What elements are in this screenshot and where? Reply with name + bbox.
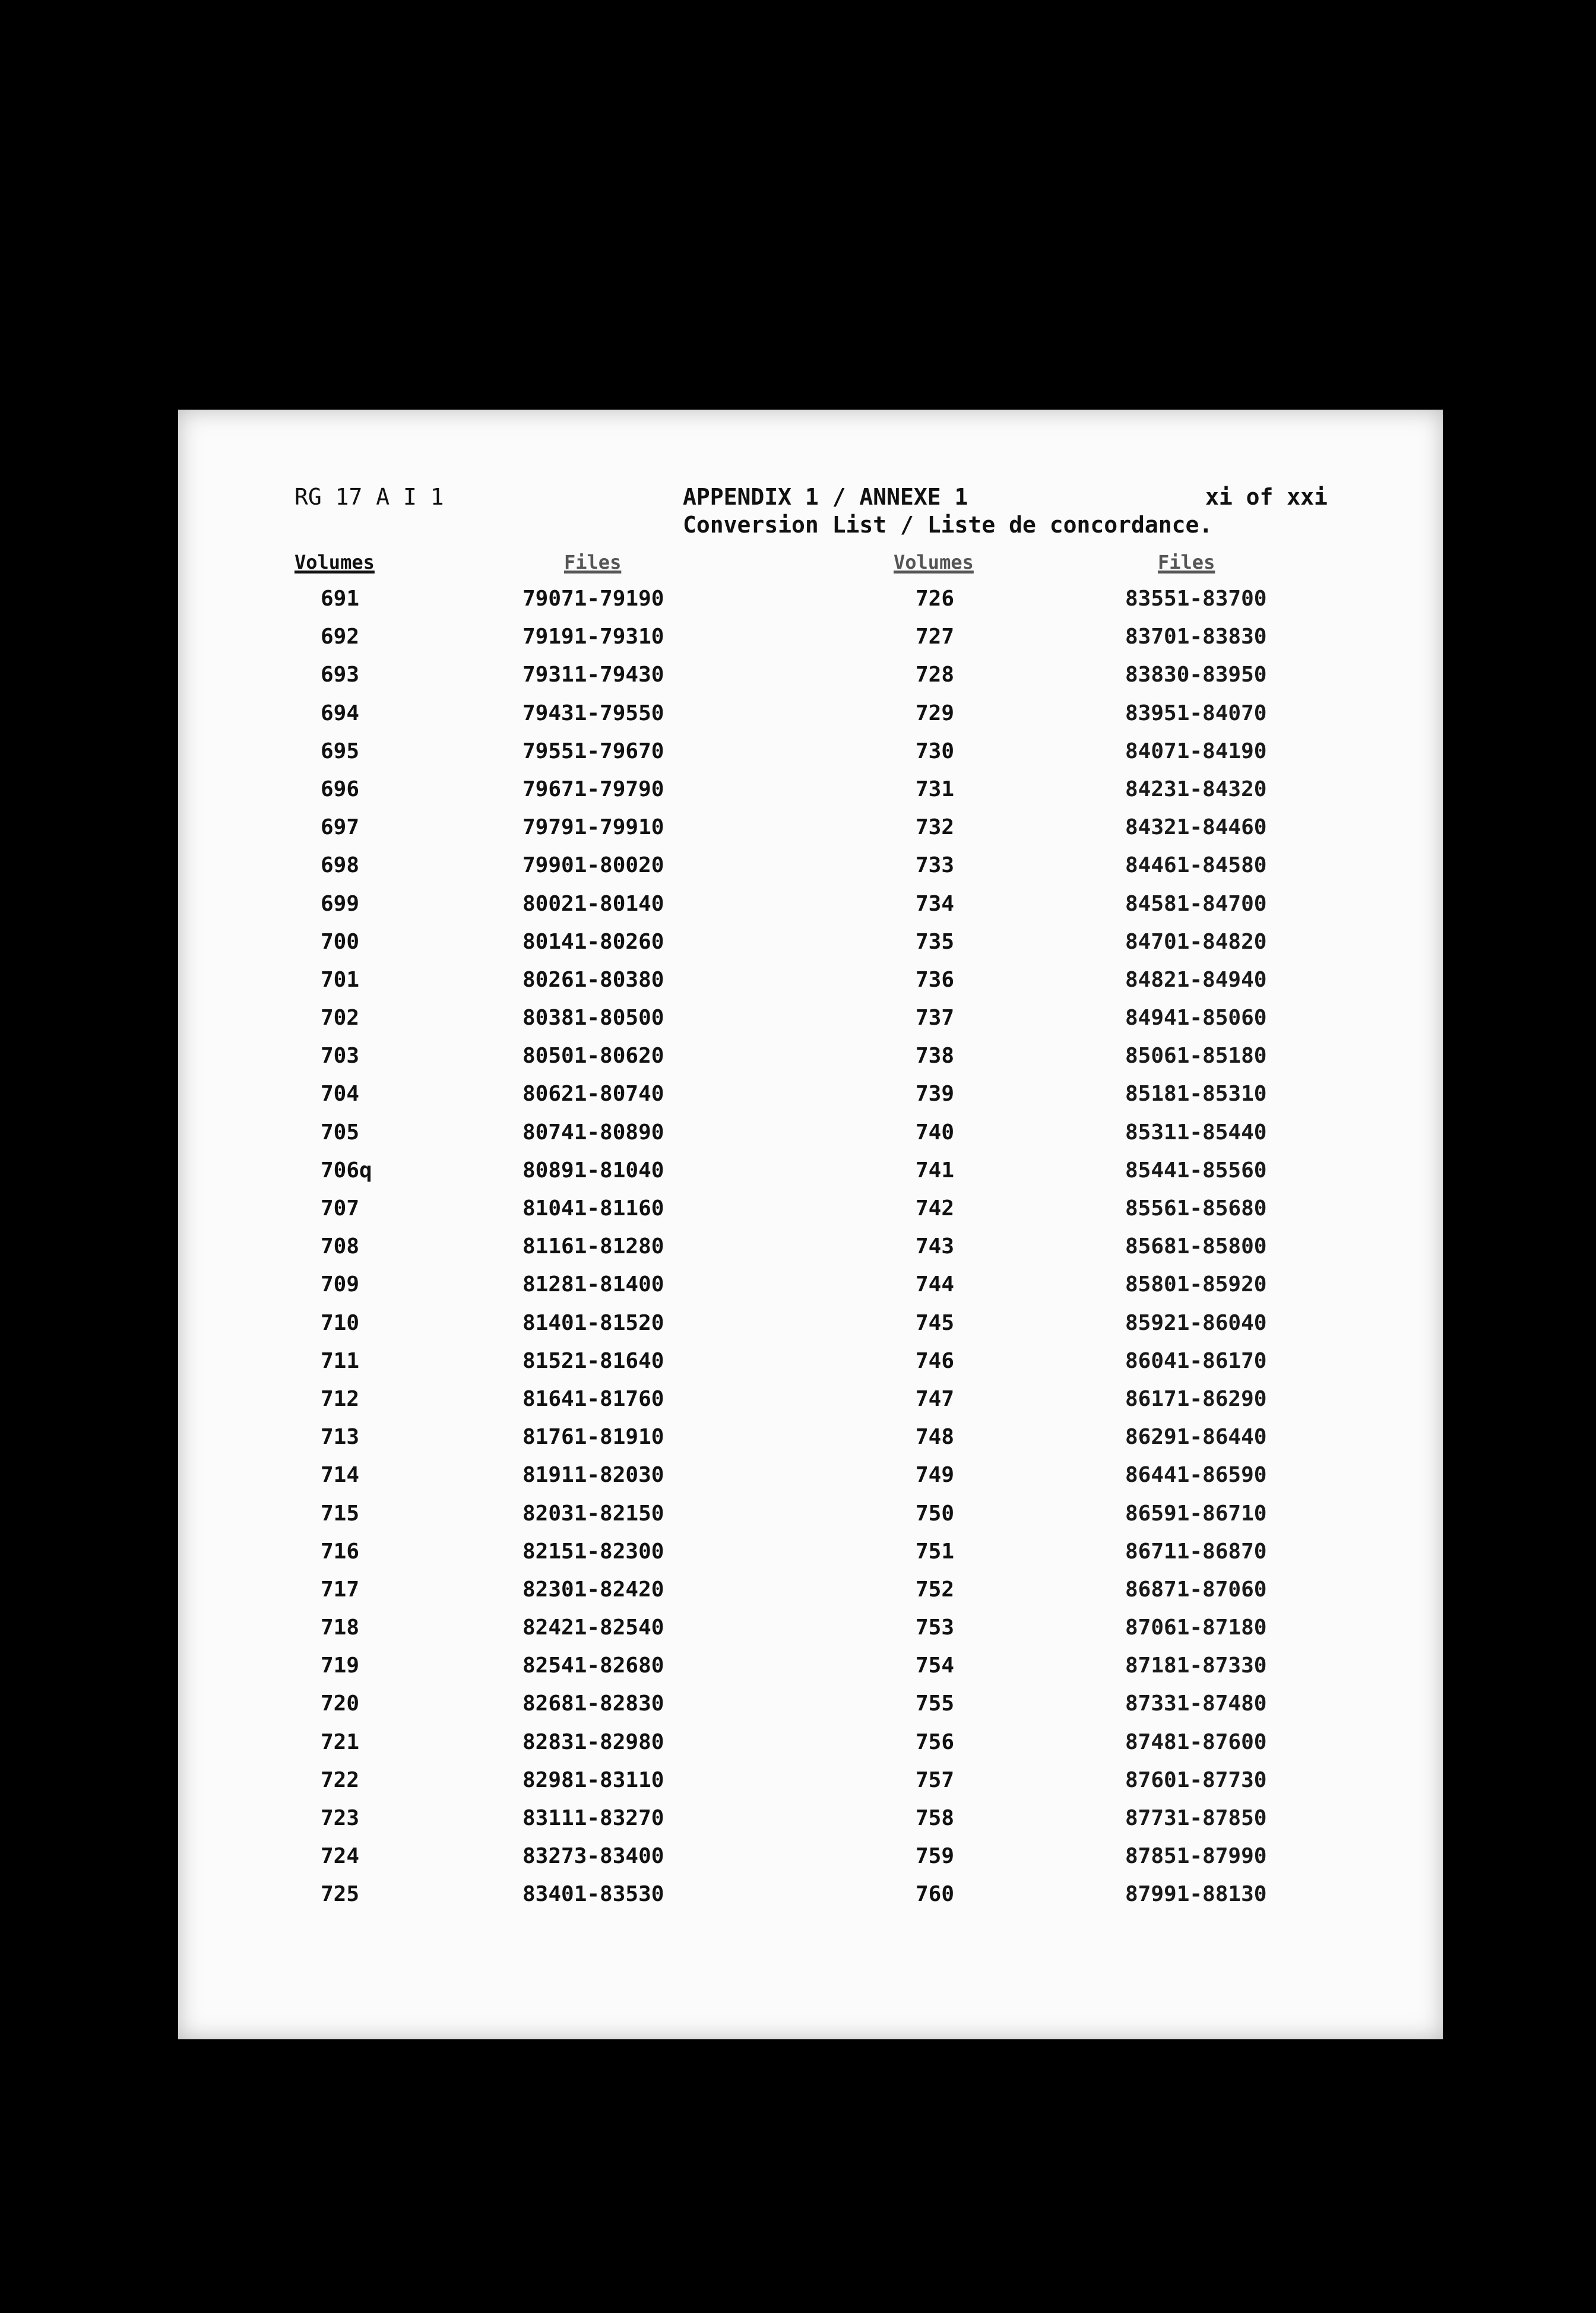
- files-cell-right: 85561-85680: [1125, 1196, 1267, 1221]
- files-cell-right: 87731-87850: [1125, 1806, 1267, 1830]
- volume-cell: 705: [321, 1120, 360, 1145]
- volume-cell-right: 747: [916, 1386, 955, 1411]
- files-cell: 81521-81640: [522, 1348, 664, 1373]
- files-cell-right: 85681-85800: [1125, 1234, 1267, 1259]
- appendix-subtitle: Conversion List / Liste de concordance.: [683, 512, 1213, 538]
- files-cell: 80891-81040: [522, 1158, 664, 1183]
- volume-cell-right: 750: [916, 1501, 955, 1526]
- files-cell-right: 84071-84190: [1125, 739, 1267, 763]
- table-row: [178, 1501, 1443, 1539]
- volume-cell-right: 759: [916, 1844, 955, 1869]
- volume-cell: 696: [321, 777, 360, 801]
- table-row: [178, 1349, 1443, 1387]
- volume-cell-right: 737: [916, 1006, 955, 1031]
- volume-cell: 706q: [321, 1158, 372, 1183]
- volume-cell-right: 727: [916, 625, 955, 649]
- volume-cell-right: 754: [916, 1653, 955, 1678]
- table-row: [178, 1006, 1443, 1044]
- files-cell: 79551-79670: [522, 739, 664, 763]
- files-cell: 82541-82680: [522, 1653, 664, 1678]
- files-cell-right: 84461-84580: [1125, 853, 1267, 878]
- files-cell: 82981-83110: [522, 1767, 664, 1792]
- document-page: [178, 410, 1443, 2039]
- table-row: [178, 1539, 1443, 1577]
- volume-cell-right: 740: [916, 1120, 955, 1145]
- table-row: [178, 853, 1443, 891]
- volume-cell-right: 730: [916, 739, 955, 763]
- volume-cell: 697: [321, 815, 360, 840]
- files-cell: 79901-80020: [522, 853, 664, 878]
- table-row: [178, 1882, 1443, 1920]
- volume-cell: 702: [321, 1006, 360, 1031]
- volume-cell: 721: [321, 1729, 360, 1754]
- volume-cell-right: 745: [916, 1310, 955, 1335]
- files-cell: 81041-81160: [522, 1196, 664, 1221]
- table-row: [178, 663, 1443, 701]
- files-cell-right: 85441-85560: [1125, 1158, 1267, 1183]
- page-number: xi of xxi: [1205, 484, 1328, 510]
- column-header-volumes-right: Volumes: [894, 551, 974, 574]
- volume-cell-right: 729: [916, 701, 955, 725]
- files-cell: 82031-82150: [522, 1501, 664, 1526]
- files-cell: 79311-79430: [522, 663, 664, 687]
- files-cell-right: 87331-87480: [1125, 1691, 1267, 1716]
- volume-cell: 704: [321, 1082, 360, 1107]
- files-cell: 79071-79190: [522, 587, 664, 611]
- files-cell-right: 86041-86170: [1125, 1348, 1267, 1373]
- table-row: [178, 1653, 1443, 1691]
- volume-cell-right: 734: [916, 891, 955, 916]
- table-row: [178, 739, 1443, 777]
- volume-cell: 694: [321, 701, 360, 725]
- volume-cell-right: 731: [916, 777, 955, 801]
- conversion-table: [178, 587, 1443, 1921]
- table-row: [178, 815, 1443, 853]
- volume-cell: 719: [321, 1653, 360, 1678]
- volume-cell-right: 756: [916, 1729, 955, 1754]
- volume-cell-right: 732: [916, 815, 955, 840]
- files-cell: 82831-82980: [522, 1729, 664, 1754]
- table-row: [178, 701, 1443, 739]
- table-row: [178, 1272, 1443, 1310]
- volume-cell-right: 741: [916, 1158, 955, 1183]
- files-cell: 80621-80740: [522, 1082, 664, 1107]
- table-row: [178, 1615, 1443, 1653]
- table-row: [178, 1387, 1443, 1425]
- table-row: [178, 587, 1443, 625]
- volume-cell: 722: [321, 1767, 360, 1792]
- volume-cell: 724: [321, 1844, 360, 1869]
- volume-cell: 717: [321, 1577, 360, 1602]
- files-cell-right: 86171-86290: [1125, 1386, 1267, 1411]
- table-row: [178, 1844, 1443, 1882]
- volume-cell: 725: [321, 1882, 360, 1907]
- volume-cell-right: 728: [916, 663, 955, 687]
- files-cell: 82151-82300: [522, 1539, 664, 1564]
- volume-cell: 714: [321, 1463, 360, 1488]
- files-cell-right: 83951-84070: [1125, 701, 1267, 725]
- volume-cell: 716: [321, 1539, 360, 1564]
- table-row: [178, 1082, 1443, 1120]
- volume-cell-right: 726: [916, 587, 955, 611]
- volume-cell-right: 735: [916, 929, 955, 954]
- volume-cell-right: 753: [916, 1615, 955, 1640]
- files-cell: 81761-81910: [522, 1425, 664, 1450]
- table-row: [178, 968, 1443, 1006]
- files-cell-right: 83830-83950: [1125, 663, 1267, 687]
- table-row: [178, 1768, 1443, 1806]
- table-row: [178, 1158, 1443, 1196]
- files-cell-right: 83701-83830: [1125, 625, 1267, 649]
- files-cell-right: 87061-87180: [1125, 1615, 1267, 1640]
- volume-cell-right: 736: [916, 967, 955, 992]
- volume-cell: 718: [321, 1615, 360, 1640]
- table-row: [178, 1806, 1443, 1844]
- volume-cell: 692: [321, 625, 360, 649]
- volume-cell: 713: [321, 1425, 360, 1450]
- table-row: [178, 777, 1443, 815]
- table-row: [178, 892, 1443, 930]
- volume-cell: 712: [321, 1386, 360, 1411]
- files-cell: 81641-81760: [522, 1386, 664, 1411]
- files-cell-right: 87481-87600: [1125, 1729, 1267, 1754]
- files-cell: 83401-83530: [522, 1882, 664, 1907]
- files-cell-right: 86591-86710: [1125, 1501, 1267, 1526]
- volume-cell: 691: [321, 587, 360, 611]
- table-row: [178, 930, 1443, 968]
- volume-cell: 709: [321, 1272, 360, 1297]
- volume-cell-right: 757: [916, 1767, 955, 1792]
- table-row: [178, 1311, 1443, 1349]
- files-cell-right: 84701-84820: [1125, 929, 1267, 954]
- files-cell: 81281-81400: [522, 1272, 664, 1297]
- files-cell-right: 87181-87330: [1125, 1653, 1267, 1678]
- volume-cell-right: 743: [916, 1234, 955, 1259]
- files-cell: 83111-83270: [522, 1806, 664, 1830]
- table-row: [178, 625, 1443, 663]
- files-cell-right: 85801-85920: [1125, 1272, 1267, 1297]
- volume-cell-right: 738: [916, 1044, 955, 1069]
- files-cell: 81911-82030: [522, 1463, 664, 1488]
- files-cell: 82301-82420: [522, 1577, 664, 1602]
- files-cell: 81401-81520: [522, 1310, 664, 1335]
- files-cell-right: 86441-86590: [1125, 1463, 1267, 1488]
- column-header-files-right: Files: [1158, 551, 1215, 574]
- table-row: [178, 1691, 1443, 1729]
- column-header-files: Files: [564, 551, 622, 574]
- volume-cell: 707: [321, 1196, 360, 1221]
- files-cell-right: 86291-86440: [1125, 1425, 1267, 1450]
- files-cell-right: 84321-84460: [1125, 815, 1267, 840]
- appendix-title: APPENDIX 1 / ANNEXE 1: [683, 484, 968, 510]
- files-cell: 80261-80380: [522, 967, 664, 992]
- volume-cell-right: 752: [916, 1577, 955, 1602]
- files-cell: 81161-81280: [522, 1234, 664, 1259]
- files-cell-right: 87601-87730: [1125, 1767, 1267, 1792]
- files-cell-right: 85921-86040: [1125, 1310, 1267, 1335]
- table-row: [178, 1425, 1443, 1463]
- table-row: [178, 1730, 1443, 1768]
- table-row: [178, 1463, 1443, 1501]
- volume-cell: 700: [321, 929, 360, 954]
- volume-cell: 698: [321, 853, 360, 878]
- files-cell-right: 87851-87990: [1125, 1844, 1267, 1869]
- files-cell: 82421-82540: [522, 1615, 664, 1640]
- volume-cell-right: 751: [916, 1539, 955, 1564]
- files-cell: 79791-79910: [522, 815, 664, 840]
- files-cell-right: 84941-85060: [1125, 1006, 1267, 1031]
- files-cell-right: 84231-84320: [1125, 777, 1267, 801]
- files-cell-right: 85061-85180: [1125, 1044, 1267, 1069]
- volume-cell-right: 742: [916, 1196, 955, 1221]
- table-row: [178, 1120, 1443, 1158]
- volume-cell: 723: [321, 1806, 360, 1830]
- volume-cell: 701: [321, 967, 360, 992]
- files-cell-right: 86871-87060: [1125, 1577, 1267, 1602]
- volume-cell: 710: [321, 1310, 360, 1335]
- volume-cell-right: 755: [916, 1691, 955, 1716]
- volume-cell: 703: [321, 1044, 360, 1069]
- volume-cell: 695: [321, 739, 360, 763]
- volume-cell: 715: [321, 1501, 360, 1526]
- volume-cell: 708: [321, 1234, 360, 1259]
- files-cell: 79191-79310: [522, 625, 664, 649]
- files-cell-right: 86711-86870: [1125, 1539, 1267, 1564]
- files-cell-right: 84821-84940: [1125, 967, 1267, 992]
- volume-cell-right: 739: [916, 1082, 955, 1107]
- files-cell: 80501-80620: [522, 1044, 664, 1069]
- files-cell: 80141-80260: [522, 929, 664, 954]
- files-cell-right: 87991-88130: [1125, 1882, 1267, 1907]
- files-cell: 79431-79550: [522, 701, 664, 725]
- volume-cell-right: 748: [916, 1425, 955, 1450]
- files-cell: 80381-80500: [522, 1006, 664, 1031]
- files-cell-right: 84581-84700: [1125, 891, 1267, 916]
- volume-cell-right: 733: [916, 853, 955, 878]
- table-row: [178, 1196, 1443, 1234]
- column-header-volumes: Volumes: [294, 551, 375, 574]
- table-row: [178, 1234, 1443, 1272]
- volume-cell-right: 746: [916, 1348, 955, 1373]
- files-cell: 82681-82830: [522, 1691, 664, 1716]
- volume-cell: 693: [321, 663, 360, 687]
- table-row: [178, 1577, 1443, 1615]
- volume-cell-right: 760: [916, 1882, 955, 1907]
- files-cell-right: 83551-83700: [1125, 587, 1267, 611]
- table-row: [178, 1044, 1443, 1082]
- volume-cell: 720: [321, 1691, 360, 1716]
- files-cell: 83273-83400: [522, 1844, 664, 1869]
- volume-cell-right: 758: [916, 1806, 955, 1830]
- files-cell: 80741-80890: [522, 1120, 664, 1145]
- volume-cell: 699: [321, 891, 360, 916]
- volume-cell: 711: [321, 1348, 360, 1373]
- files-cell: 79671-79790: [522, 777, 664, 801]
- files-cell-right: 85181-85310: [1125, 1082, 1267, 1107]
- files-cell: 80021-80140: [522, 891, 664, 916]
- volume-cell-right: 749: [916, 1463, 955, 1488]
- record-group-reference: RG 17 A I 1: [294, 484, 444, 510]
- volume-cell-right: 744: [916, 1272, 955, 1297]
- files-cell-right: 85311-85440: [1125, 1120, 1267, 1145]
